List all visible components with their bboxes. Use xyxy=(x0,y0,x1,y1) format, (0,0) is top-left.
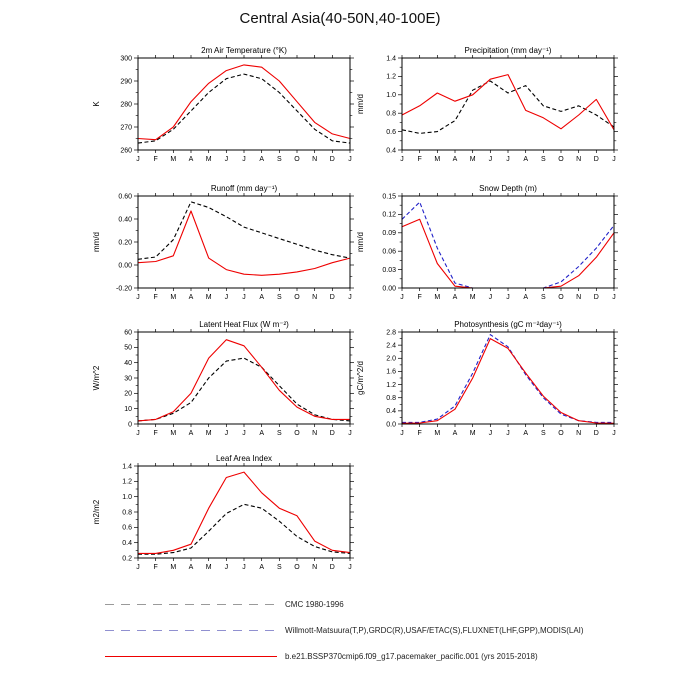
svg-text:S: S xyxy=(276,156,282,163)
svg-text:50: 50 xyxy=(124,344,132,352)
svg-text:F: F xyxy=(153,430,158,437)
svg-text:J: J xyxy=(488,430,493,437)
svg-text:260: 260 xyxy=(120,147,132,155)
svg-text:S: S xyxy=(540,294,546,301)
svg-text:J: J xyxy=(612,156,616,163)
legend xyxy=(105,600,584,678)
svg-text:J: J xyxy=(136,564,140,571)
svg-text:M: M xyxy=(170,430,177,437)
svg-text:0.20: 0.20 xyxy=(118,239,132,247)
svg-text:N: N xyxy=(576,156,582,163)
svg-text:M: M xyxy=(170,564,177,571)
svg-text:Snow Depth (m): Snow Depth (m) xyxy=(479,184,537,193)
svg-text:0.06: 0.06 xyxy=(382,248,396,256)
svg-text:D: D xyxy=(329,294,335,301)
svg-text:J: J xyxy=(224,156,229,163)
svg-text:N: N xyxy=(312,156,318,163)
svg-text:J: J xyxy=(224,430,229,437)
legend-dashed-line-obs xyxy=(105,630,277,631)
svg-text:Precipitation (mm day⁻¹): Precipitation (mm day⁻¹) xyxy=(464,46,552,55)
svg-text:0.03: 0.03 xyxy=(382,266,396,274)
legend-solid-line-model xyxy=(105,656,277,658)
svg-text:D: D xyxy=(593,156,599,163)
chart-snow-depth xyxy=(352,182,632,314)
chart-precipitation xyxy=(352,44,632,176)
svg-text:F: F xyxy=(153,564,158,571)
svg-text:S: S xyxy=(276,564,282,571)
svg-text:2.4: 2.4 xyxy=(386,342,396,350)
svg-text:J: J xyxy=(242,294,246,301)
svg-text:2m Air Temperature (°K): 2m Air Temperature (°K) xyxy=(201,46,287,55)
svg-text:A: A xyxy=(188,430,194,437)
svg-text:0.09: 0.09 xyxy=(382,230,396,238)
svg-text:F: F xyxy=(153,294,158,301)
svg-text:m2/m2: m2/m2 xyxy=(92,499,101,525)
svg-text:O: O xyxy=(558,430,564,437)
svg-text:J: J xyxy=(506,294,510,301)
svg-text:J: J xyxy=(488,156,493,163)
legend-item-model xyxy=(105,652,584,661)
svg-text:K: K xyxy=(92,101,101,107)
svg-text:0.8: 0.8 xyxy=(122,509,132,517)
svg-text:1.2: 1.2 xyxy=(122,478,132,486)
svg-text:O: O xyxy=(294,294,300,301)
svg-text:J: J xyxy=(136,156,140,163)
svg-text:J: J xyxy=(348,430,352,437)
svg-text:0.00: 0.00 xyxy=(118,262,132,270)
svg-text:J: J xyxy=(136,294,140,301)
svg-text:1.0: 1.0 xyxy=(122,493,132,501)
svg-text:mm/d: mm/d xyxy=(92,232,101,252)
svg-text:W/m^2: W/m^2 xyxy=(92,365,101,391)
figure-title: Central Asia(40-50N,40-100E) xyxy=(239,10,441,27)
svg-text:0.4: 0.4 xyxy=(386,408,396,416)
svg-text:S: S xyxy=(276,294,282,301)
svg-text:J: J xyxy=(242,430,246,437)
svg-text:J: J xyxy=(400,294,404,301)
svg-text:D: D xyxy=(329,430,335,437)
svg-text:O: O xyxy=(294,156,300,163)
svg-text:Runoff (mm day⁻¹): Runoff (mm day⁻¹) xyxy=(210,184,278,193)
chart-leaf-area-index xyxy=(88,452,368,584)
svg-text:A: A xyxy=(452,156,458,163)
svg-text:1.2: 1.2 xyxy=(386,73,396,81)
svg-text:0.15: 0.15 xyxy=(382,193,396,201)
svg-text:1.2: 1.2 xyxy=(386,381,396,389)
svg-text:A: A xyxy=(259,294,265,301)
svg-text:A: A xyxy=(188,156,194,163)
svg-text:J: J xyxy=(136,430,140,437)
legend-item-obs xyxy=(105,626,584,635)
chart-2m-air-temperature xyxy=(88,44,368,176)
svg-text:A: A xyxy=(259,564,265,571)
svg-text:20: 20 xyxy=(124,390,132,398)
svg-text:J: J xyxy=(612,294,616,301)
svg-text:A: A xyxy=(259,430,265,437)
svg-text:A: A xyxy=(452,294,458,301)
svg-text:D: D xyxy=(593,294,599,301)
svg-text:A: A xyxy=(452,430,458,437)
svg-text:J: J xyxy=(506,156,510,163)
legend-label-obs: Willmott-Matsuura(T,P),GRDC(R),USAF/ETAC(S),FLUXNET(LHF,GPP),MODIS(LAI) xyxy=(285,626,584,635)
svg-text:O: O xyxy=(558,156,564,163)
svg-text:0.40: 0.40 xyxy=(118,216,132,224)
svg-text:1.0: 1.0 xyxy=(386,92,396,100)
svg-text:M: M xyxy=(434,294,441,301)
svg-text:A: A xyxy=(259,156,265,163)
svg-text:300: 300 xyxy=(120,55,132,63)
svg-text:O: O xyxy=(294,564,300,571)
svg-text:N: N xyxy=(312,294,318,301)
svg-text:O: O xyxy=(294,430,300,437)
svg-text:270: 270 xyxy=(120,124,132,132)
svg-text:M: M xyxy=(205,564,212,571)
svg-text:J: J xyxy=(224,564,229,571)
svg-text:M: M xyxy=(469,156,476,163)
svg-text:M: M xyxy=(469,294,476,301)
svg-text:N: N xyxy=(312,564,318,571)
svg-text:J: J xyxy=(224,294,229,301)
svg-text:S: S xyxy=(276,430,282,437)
svg-text:J: J xyxy=(488,294,493,301)
svg-text:2.0: 2.0 xyxy=(386,355,396,363)
svg-text:60: 60 xyxy=(124,329,132,337)
svg-text:0.0: 0.0 xyxy=(386,421,396,429)
svg-text:O: O xyxy=(558,294,564,301)
svg-text:J: J xyxy=(348,156,352,163)
svg-text:0.2: 0.2 xyxy=(122,555,132,563)
chart-photosynthesis xyxy=(352,318,632,450)
svg-text:A: A xyxy=(523,430,529,437)
svg-text:Photosynthesis (gC m⁻²day⁻¹): Photosynthesis (gC m⁻²day⁻¹) xyxy=(454,320,562,329)
svg-text:A: A xyxy=(523,156,529,163)
svg-text:M: M xyxy=(170,294,177,301)
svg-text:mm/d: mm/d xyxy=(356,232,365,252)
svg-text:J: J xyxy=(242,564,246,571)
svg-text:J: J xyxy=(242,156,246,163)
svg-text:40: 40 xyxy=(124,359,132,367)
svg-text:1.6: 1.6 xyxy=(386,368,396,376)
svg-text:0.12: 0.12 xyxy=(382,211,396,219)
svg-text:30: 30 xyxy=(124,375,132,383)
svg-text:0.60: 0.60 xyxy=(118,193,132,201)
svg-text:A: A xyxy=(188,564,194,571)
svg-text:Latent Heat Flux (W m⁻²): Latent Heat Flux (W m⁻²) xyxy=(199,320,289,329)
svg-text:0.8: 0.8 xyxy=(386,110,396,118)
svg-text:J: J xyxy=(612,430,616,437)
svg-text:M: M xyxy=(434,430,441,437)
legend-label-cmc: CMC 1980-1996 xyxy=(285,600,344,609)
svg-text:D: D xyxy=(593,430,599,437)
svg-text:0.4: 0.4 xyxy=(386,147,396,155)
svg-text:F: F xyxy=(153,156,158,163)
svg-text:M: M xyxy=(205,294,212,301)
chart-runoff xyxy=(88,182,368,314)
svg-text:280: 280 xyxy=(120,101,132,109)
svg-text:0.4: 0.4 xyxy=(122,539,132,547)
legend-dashed-line-cmc xyxy=(105,604,277,605)
svg-text:F: F xyxy=(417,430,422,437)
svg-text:1.4: 1.4 xyxy=(122,463,132,471)
svg-text:S: S xyxy=(540,156,546,163)
legend-label-model: b.e21.BSSP370cmip6.f09_g17.pacemaker_pacific.001 (yrs 2015-2018) xyxy=(285,652,538,661)
svg-text:J: J xyxy=(506,430,510,437)
legend-item-cmc xyxy=(105,600,584,609)
svg-text:F: F xyxy=(417,294,422,301)
svg-text:M: M xyxy=(170,156,177,163)
svg-text:S: S xyxy=(540,430,546,437)
chart-latent-heat-flux xyxy=(88,318,368,450)
svg-text:D: D xyxy=(329,156,335,163)
svg-text:N: N xyxy=(312,430,318,437)
svg-text:mm/d: mm/d xyxy=(356,94,365,114)
svg-text:-0.20: -0.20 xyxy=(116,285,132,293)
svg-text:2.8: 2.8 xyxy=(386,329,396,337)
svg-text:0.6: 0.6 xyxy=(386,128,396,136)
svg-text:A: A xyxy=(188,294,194,301)
svg-text:0.00: 0.00 xyxy=(382,285,396,293)
svg-text:J: J xyxy=(348,564,352,571)
svg-text:D: D xyxy=(329,564,335,571)
svg-text:290: 290 xyxy=(120,78,132,86)
svg-text:J: J xyxy=(400,156,404,163)
svg-text:10: 10 xyxy=(124,405,132,413)
svg-text:J: J xyxy=(348,294,352,301)
svg-text:N: N xyxy=(576,430,582,437)
svg-text:Leaf Area Index: Leaf Area Index xyxy=(215,454,273,463)
svg-text:0: 0 xyxy=(128,421,132,429)
svg-text:gC/m^2/d: gC/m^2/d xyxy=(356,361,365,395)
svg-text:M: M xyxy=(434,156,441,163)
svg-text:J: J xyxy=(400,430,404,437)
svg-text:N: N xyxy=(576,294,582,301)
svg-text:A: A xyxy=(523,294,529,301)
svg-text:0.6: 0.6 xyxy=(122,524,132,532)
svg-text:M: M xyxy=(205,430,212,437)
svg-text:0.8: 0.8 xyxy=(386,395,396,403)
svg-text:M: M xyxy=(205,156,212,163)
svg-text:F: F xyxy=(417,156,422,163)
svg-text:1.4: 1.4 xyxy=(386,55,396,63)
svg-text:M: M xyxy=(469,430,476,437)
